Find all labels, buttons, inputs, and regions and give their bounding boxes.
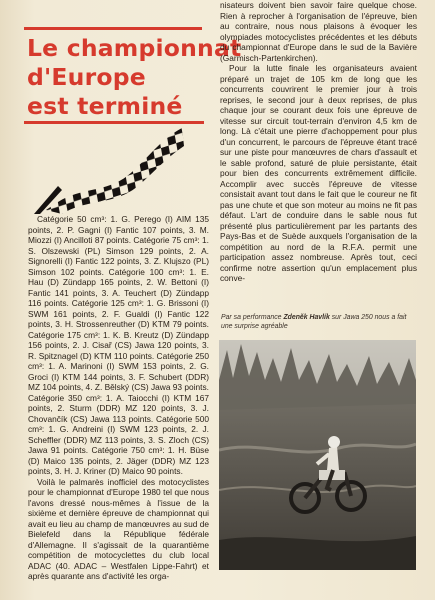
caption-suffix: sur Jawa 250 nous a fait une surprise agréable (221, 314, 407, 330)
left-column (28, 214, 209, 582)
caption-rider-name: Zdeněk Havlík (283, 314, 330, 321)
motocross-rider-photo-icon (219, 340, 416, 570)
right-paragraph-2: Pour la lutte finale les organisateurs avaient préparé un trajet de 105 km de long que les concurrents couvrirent le premier jour à trois reprises, le second jour à deux reprises, de plus chaque jour se courant deux fois une épreuve de vitesse sur circuit tout-terrain d'environ 4,5 km de long. Là c'était une pierre d'achoppement pour plus d'un concurrent, le parcours de l'épreuve étant tracé sur une piste pour manœuvres de chars d'assault et le sable profond, saturé de pluie persistante, était pour bien des concurrents extrêmement difficile. Accomplir avec succès l'épreuve de vitesse consistait avant tout dans le fait que le coureur ne fit pas une chute et que son moteur au moins ne fit pas défaut. L'art de conduire dans le sable nous fut présenté plus particulièrement par les partants des Pays-Bas et de Suède auxquels l'organisation de la compétition au nord de la R.F.A. permit une participation assez nombreuse. Après tout, ceci confirme notre assertion qu'un emplacement plus conve- (220, 63, 417, 283)
right-column (220, 0, 417, 284)
checkered-flag-icon (28, 124, 186, 214)
photo-caption (221, 314, 417, 331)
title-line-1: Le championnat (27, 34, 242, 62)
page-title (27, 34, 242, 121)
right-paragraph-1: nisateurs doivent bien savoir faire quelque chose. Rien à reprocher à l'organisation de l'épreuve, bien au contraire, nous nous plaisons à évoquer les olympiades motocyclistes précédentes et les débuts du championnat d'Europe dans le sud de la Bavière (Garmisch-Partenkirchen). (220, 0, 417, 63)
title-top-rule (24, 27, 202, 30)
closing-paragraph: Voilà le palmarès inofficiel des motocyclistes pour le championnat d'Europe 1980 tel que nous l'avons dressé nous-mêmes à l'issue de la sixième et dernière épreuve de championnat qui avait eu lieu au champ de manœuvres au sud de Bielefeld dans la République fédérale d'Allemagne. Il s'agissait de la quarantième compétition de motocyclettes du club local ADAC (40. ADAC – Westfalen Lippe-Fahrt) et après quarante ans d'activité les orga- (28, 476, 209, 581)
title-line-3: est terminé (27, 92, 183, 120)
caption-prefix: Par sa performance (221, 314, 282, 321)
results-paragraph: Catégorie 50 cm³: 1. G. Perego (I) AIM 135 points, 2. P. Gagni (I) Fantic 107 points, 3. M. Miozzi (I) Ancilloti 87 points. Catégorie 75 cm³: 1. S. Olszewski (PL) Simson 129 points, 2. A. Signorelli (I) Fantic 122 points, 3. Z. Klujszo (PL) Simson 102 points. Catégorie 100 cm³: 1. E. Hau (D) Zündapp 165 points, 2. W. Bettoni (I) Fantic 141 points, 3. A. Teuchert (D) Zündapp 116 points. Catégorie 125 cm³: 1. G. Brissoni (I) SWM 161 points, 2. F. Gualdi (I) Fantic 122 points, 3. H. Strossenreuther (D) KTM 79 points. Catégorie 175 cm³: 1. K. B. Kreutz (D) Zündapp 156 points, 2. J. Cisař (CS) Jawa 120 points, 3. R. Spitznagel (D) KTM 110 points. Catégorie 250 cm³: 1. A. Marinoni (I) SWM 153 points, 2. G. Groci (I) KTM 144 points, 3. F. Schubert (DDR) MZ 104 points, 4. Z. Bělský (CS) Jawa 93 points. Catégorie 350 cm³: 1. A. Taiocchi (I) KTM 167 points, 2. Sturm (DDR) MZ 120 points, 3. J. Chovančík (CS) Jawa 113 points. Catégorie 500 cm³: 1. G. Andreini (I) SWM 123 points, 2. J. Scheffler (DDR) MZ 113 points, 3. S. Zloch (CS) Jawa 91 points. Catégorie 750 cm³: 1. H. Büse (D) Maico 135 points, 2. Jäger (DDR) MZ 123 points, 3. H. J. Kriner (D) Maico 90 points. (28, 214, 209, 476)
title-line-2: d'Europe (27, 63, 146, 91)
